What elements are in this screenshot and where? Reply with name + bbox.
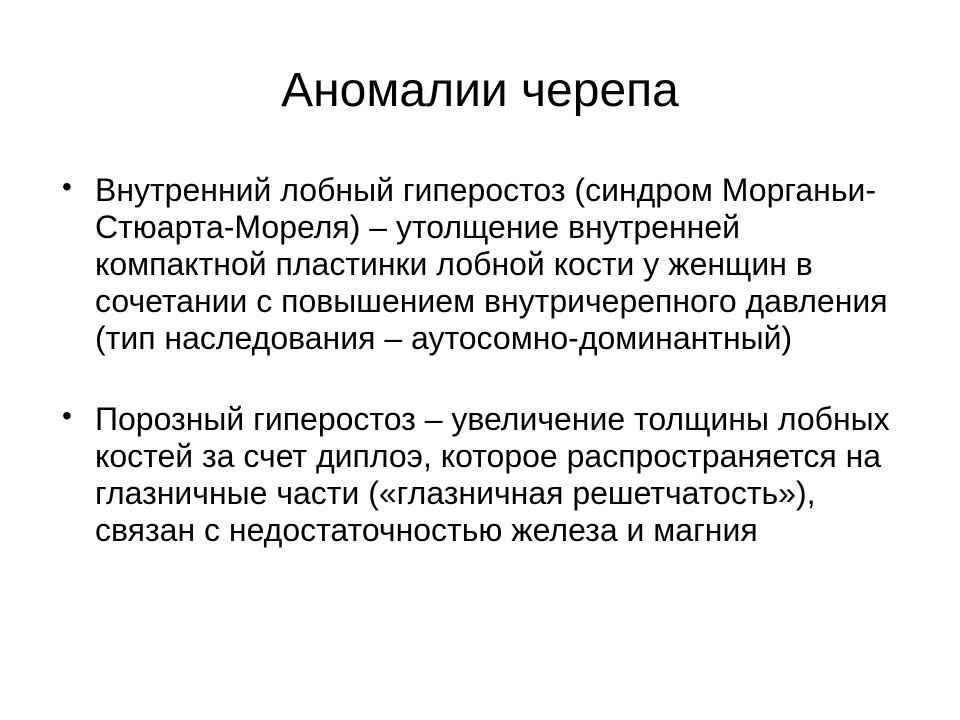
bullet-list (62, 172, 912, 593)
slide-title: Аномалии черепа (281, 64, 679, 117)
bullet-icon: • (62, 171, 72, 202)
bullet-icon: • (62, 400, 72, 431)
bullet-text: Внутренний лобный гиперостоз (синдром Морганьи-Стюарта-Мореля) – утолщение внутренней компактной пластинки лобной кости у женщин в сочетании с повышением внутричерепного давления (тип наследования – аутосомно-доминантный) (95, 172, 888, 356)
bullet-text: Порозный гиперостоз – увеличение толщины лобных костей за счет диплоэ, которое распространяется на глазничные части («глазничная решетчатость»), связан с недостаточностью железа и магния (95, 401, 890, 548)
bullet-item (62, 172, 912, 357)
bullet-item (62, 401, 912, 549)
